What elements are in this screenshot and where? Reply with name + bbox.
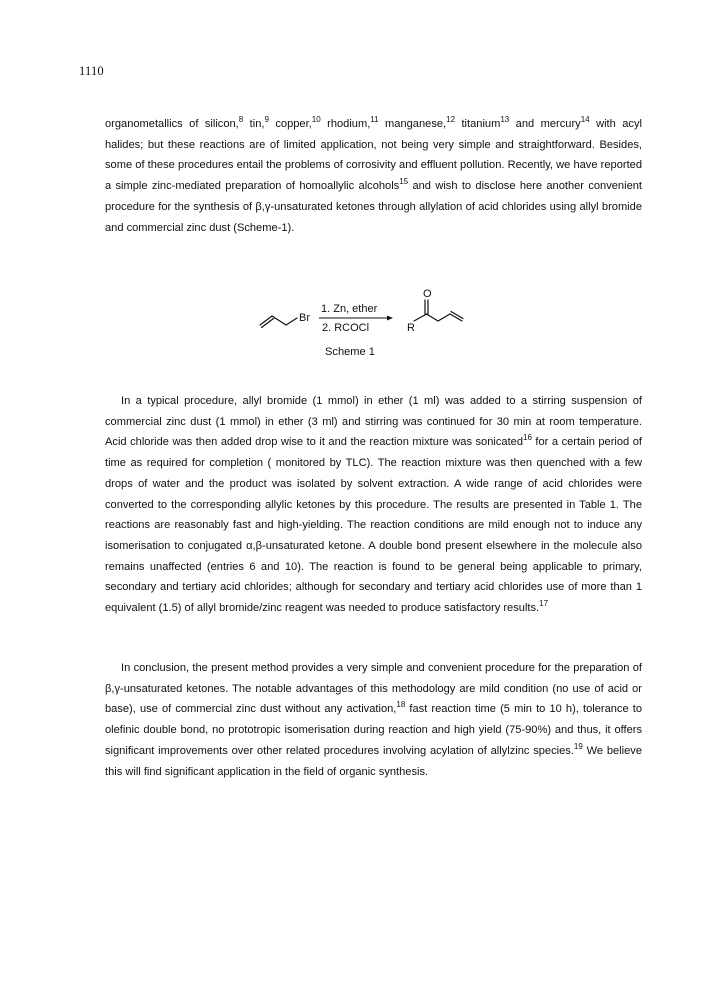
citation-19: 19 (573, 741, 583, 751)
citation-12: 12 (446, 114, 456, 124)
citation-10: 10 (311, 114, 321, 124)
citation-13: 13 (500, 114, 510, 124)
paragraph-introduction: organometallics of silicon,$^8$ tin,$^9$ copper,$^{10}$ rhodium,$^{11}$ manganese,$^{12}$ titanium$^{13}$ and mercury$^{14}$ with acyl halides; but these reactions are of limited application, not being very simple and straightforward. Besides, some of these procedures entail the problems of corrosivity and effluent pollution. Recently, we have reported a simple zinc-mediated preparation of homoallylic alcohols$^{15}$ and wish to disclose here another convenient procedure for the synthesis of β,γ-unsaturated ketones through allylation of acid chlorides using allyl bromide and commercial zinc dust (Scheme-1). (105, 114, 642, 234)
oxygen-label: O (423, 288, 432, 300)
citation-17: 17 (539, 598, 549, 608)
reaction-scheme (250, 285, 490, 375)
citation-14: 14 (580, 114, 590, 124)
paragraph-procedure: In a typical procedure, allyl bromide (1 mmol) in ether (1 ml) was added to a stirring suspension of commercial zinc dust (1 mmol) in ether (3 ml) and stirring was continued for 30 min at room temperature. Acid chloride was then added drop wise to it and the reaction mixture was sonicated$^{16}$ for a certain period of time as required for completion ( monitored by TLC). The reaction mixture was then quenched with a few drops of water and the product was isolated by solvent extraction. A wide range of acid chlorides were converted to the corresponding allylic ketones by this procedure. The results are presented in Table 1. The reactions are reasonably fast and high-yielding. The reaction conditions are mild enough not to induce any isomerisation to conjugated α,β-unsaturated ketone. A double bond present elsewhere in the molecule also remains unaffected (entries 6 and 10). The reaction is found to be general being applicable to primary, secondary and tertiary acid chlorides; although for secondary and tertiary acid chlorides use of more than 1 equivalent (1.5) of allyl bromide/zinc reagent was needed to produce satisfactory results.$^{17}$ (105, 395, 642, 615)
citation-16: 16 (523, 433, 532, 443)
citation-8: 8 (238, 114, 244, 124)
citation-11: 11 (370, 114, 379, 124)
scheme-caption: Scheme 1 (325, 346, 375, 358)
reagent-step-1: 1. Zn, ether (321, 303, 378, 315)
reagent-step-2: 2. RCOCl (322, 322, 370, 334)
reaction-scheme-drawing (250, 285, 490, 355)
citation-9: 9 (264, 114, 269, 124)
citation-15: 15 (399, 176, 409, 186)
reaction-arrow-head (387, 316, 393, 321)
paragraph-conclusion: In conclusion, the present method provides a very simple and convenient procedure for the preparation of β,γ-unsaturated ketones. The notable advantages of this methodology are mild condition (no use of acid or base), use of commercial zinc dust without any activation,$^{18}$ fast reaction time (5 min to 10 h), tolerance to olefinic double bond, no prototropic isomerisation during reaction and high yield (75-90%) and thus, it offers significant improvements over other related procedures involving acylation of allylzinc species.$^{19}$ We believe this will find significant application in the field of organic synthesis. (105, 662, 643, 778)
ketone-product-structure (414, 300, 463, 321)
bromine-label: Br (299, 312, 310, 324)
allyl-bromide-structure (260, 316, 297, 328)
r-group-label: R (407, 322, 415, 334)
page-number: 1110 (79, 64, 104, 78)
citation-18: 18 (396, 700, 406, 710)
